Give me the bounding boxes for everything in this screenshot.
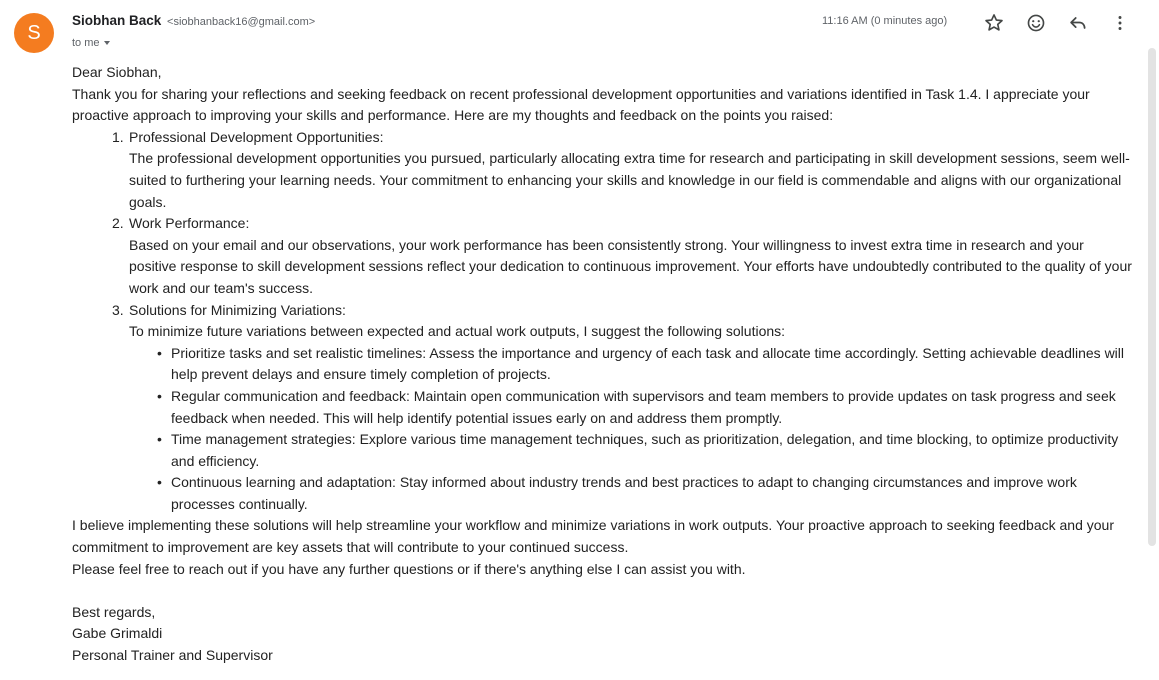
bullet-icon: • — [157, 387, 162, 404]
solution-text: Continuous learning and adaptation: Stay informed about industry trends and best practices to adapt to changing circumstances and improve work processes continually. — [171, 474, 1077, 512]
reply-icon[interactable] — [1067, 12, 1089, 34]
greeting: Dear Siobhan, — [72, 64, 162, 80]
sender-avatar[interactable]: S — [14, 13, 54, 53]
feedback-point — [72, 127, 1134, 213]
sender-name[interactable]: Siobhan Back — [72, 13, 162, 28]
recipient-details-toggle[interactable] — [72, 37, 110, 49]
bullet-icon: • — [157, 344, 162, 361]
point-title: Solutions for Minimizing Variations: — [129, 301, 346, 318]
solution-item — [129, 386, 1134, 429]
closing-paragraph: I believe implementing these solutions will help streamline your workflow and minimize variations in work outputs. Your proactive approach to seeking feedback and your commitment to improvement are key assets that will contribute to your continued success. — [72, 517, 1114, 556]
sender-line — [72, 13, 315, 28]
point-number: 2. — [112, 215, 124, 232]
solutions-list — [129, 343, 1134, 516]
chevron-down-icon — [104, 41, 110, 45]
point-number: 1. — [112, 128, 124, 145]
signer-name: Gabe Grimaldi — [72, 625, 163, 642]
point-text: The professional development opportunities you pursued, particularly allocating extra time for research and participating in skill development sessions, seem well-suited to furthering your learning needs. Your commitment to enhancing your skills and knowledge in our field is commendable and aligns with our organizational goals. — [129, 150, 1130, 210]
point-text: To minimize future variations between expected and actual work outputs, I suggest the following solutions: — [129, 323, 786, 340]
signoff: Best regards, — [72, 603, 156, 620]
sender-email[interactable]: <siobhanback16@gmail.com> — [167, 16, 316, 28]
message-timestamp: 11:16 AM (0 minutes ago) — [822, 15, 948, 27]
bullet-icon: • — [157, 474, 162, 491]
solution-text: Prioritize tasks and set realistic timelines: Assess the importance and urgency of each task and allocate time accordingly. Setting achievable deadlines will help prevent delays and ensure timely completion of projects. — [171, 344, 1125, 383]
intro-paragraph: Thank you for sharing your reflections and seeking feedback on recent professional development opportunities and variations identified in Task 1.4. I appreciate your proactive approach to improving your skills and performance. Here are my thoughts and feedback on the points you raised: — [72, 85, 1090, 124]
feedback-point — [72, 213, 1134, 299]
message-body — [72, 62, 1134, 667]
solution-item — [129, 429, 1134, 472]
scrollbar[interactable] — [1148, 48, 1156, 546]
point-number: 3. — [112, 301, 124, 318]
point-title: Professional Development Opportunities: — [129, 128, 384, 145]
message-header — [0, 0, 1140, 60]
emoji-icon[interactable] — [1025, 12, 1047, 34]
signer-title: Personal Trainer and Supervisor — [72, 647, 273, 664]
point-text: Based on your email and our observations, your work performance has been consistently strong. Your willingness to invest extra time in research and your positive response to skill development sessions reflect your dedication to continuous improvement. Your efforts have undoubtedly contributed to the quality of your work and our team's success. — [129, 236, 1132, 296]
solution-item — [129, 472, 1134, 515]
solution-item — [129, 343, 1134, 386]
offer-paragraph: Please feel free to reach out if you have any further questions or if there's anything else I can assist you with. — [72, 560, 746, 577]
recipient-label: to me — [72, 37, 100, 49]
feedback-point — [72, 300, 1134, 516]
star-icon[interactable] — [983, 12, 1005, 34]
more-vert-icon[interactable] — [1109, 12, 1131, 34]
solution-text: Time management strategies: Explore various time management techniques, such as prioritization, delegation, and time blocking, to optimize productivity and efficiency. — [171, 431, 1119, 469]
point-title: Work Performance: — [129, 215, 250, 232]
bullet-icon: • — [157, 431, 162, 448]
feedback-points — [72, 127, 1134, 516]
paragraph-spacer — [72, 580, 1134, 602]
solution-text: Regular communication and feedback: Maintain open communication with supervisors and team members to provide updates on task progress and seek feedback when needed. This will help identify potential issues early on and address them promptly. — [171, 387, 1116, 426]
